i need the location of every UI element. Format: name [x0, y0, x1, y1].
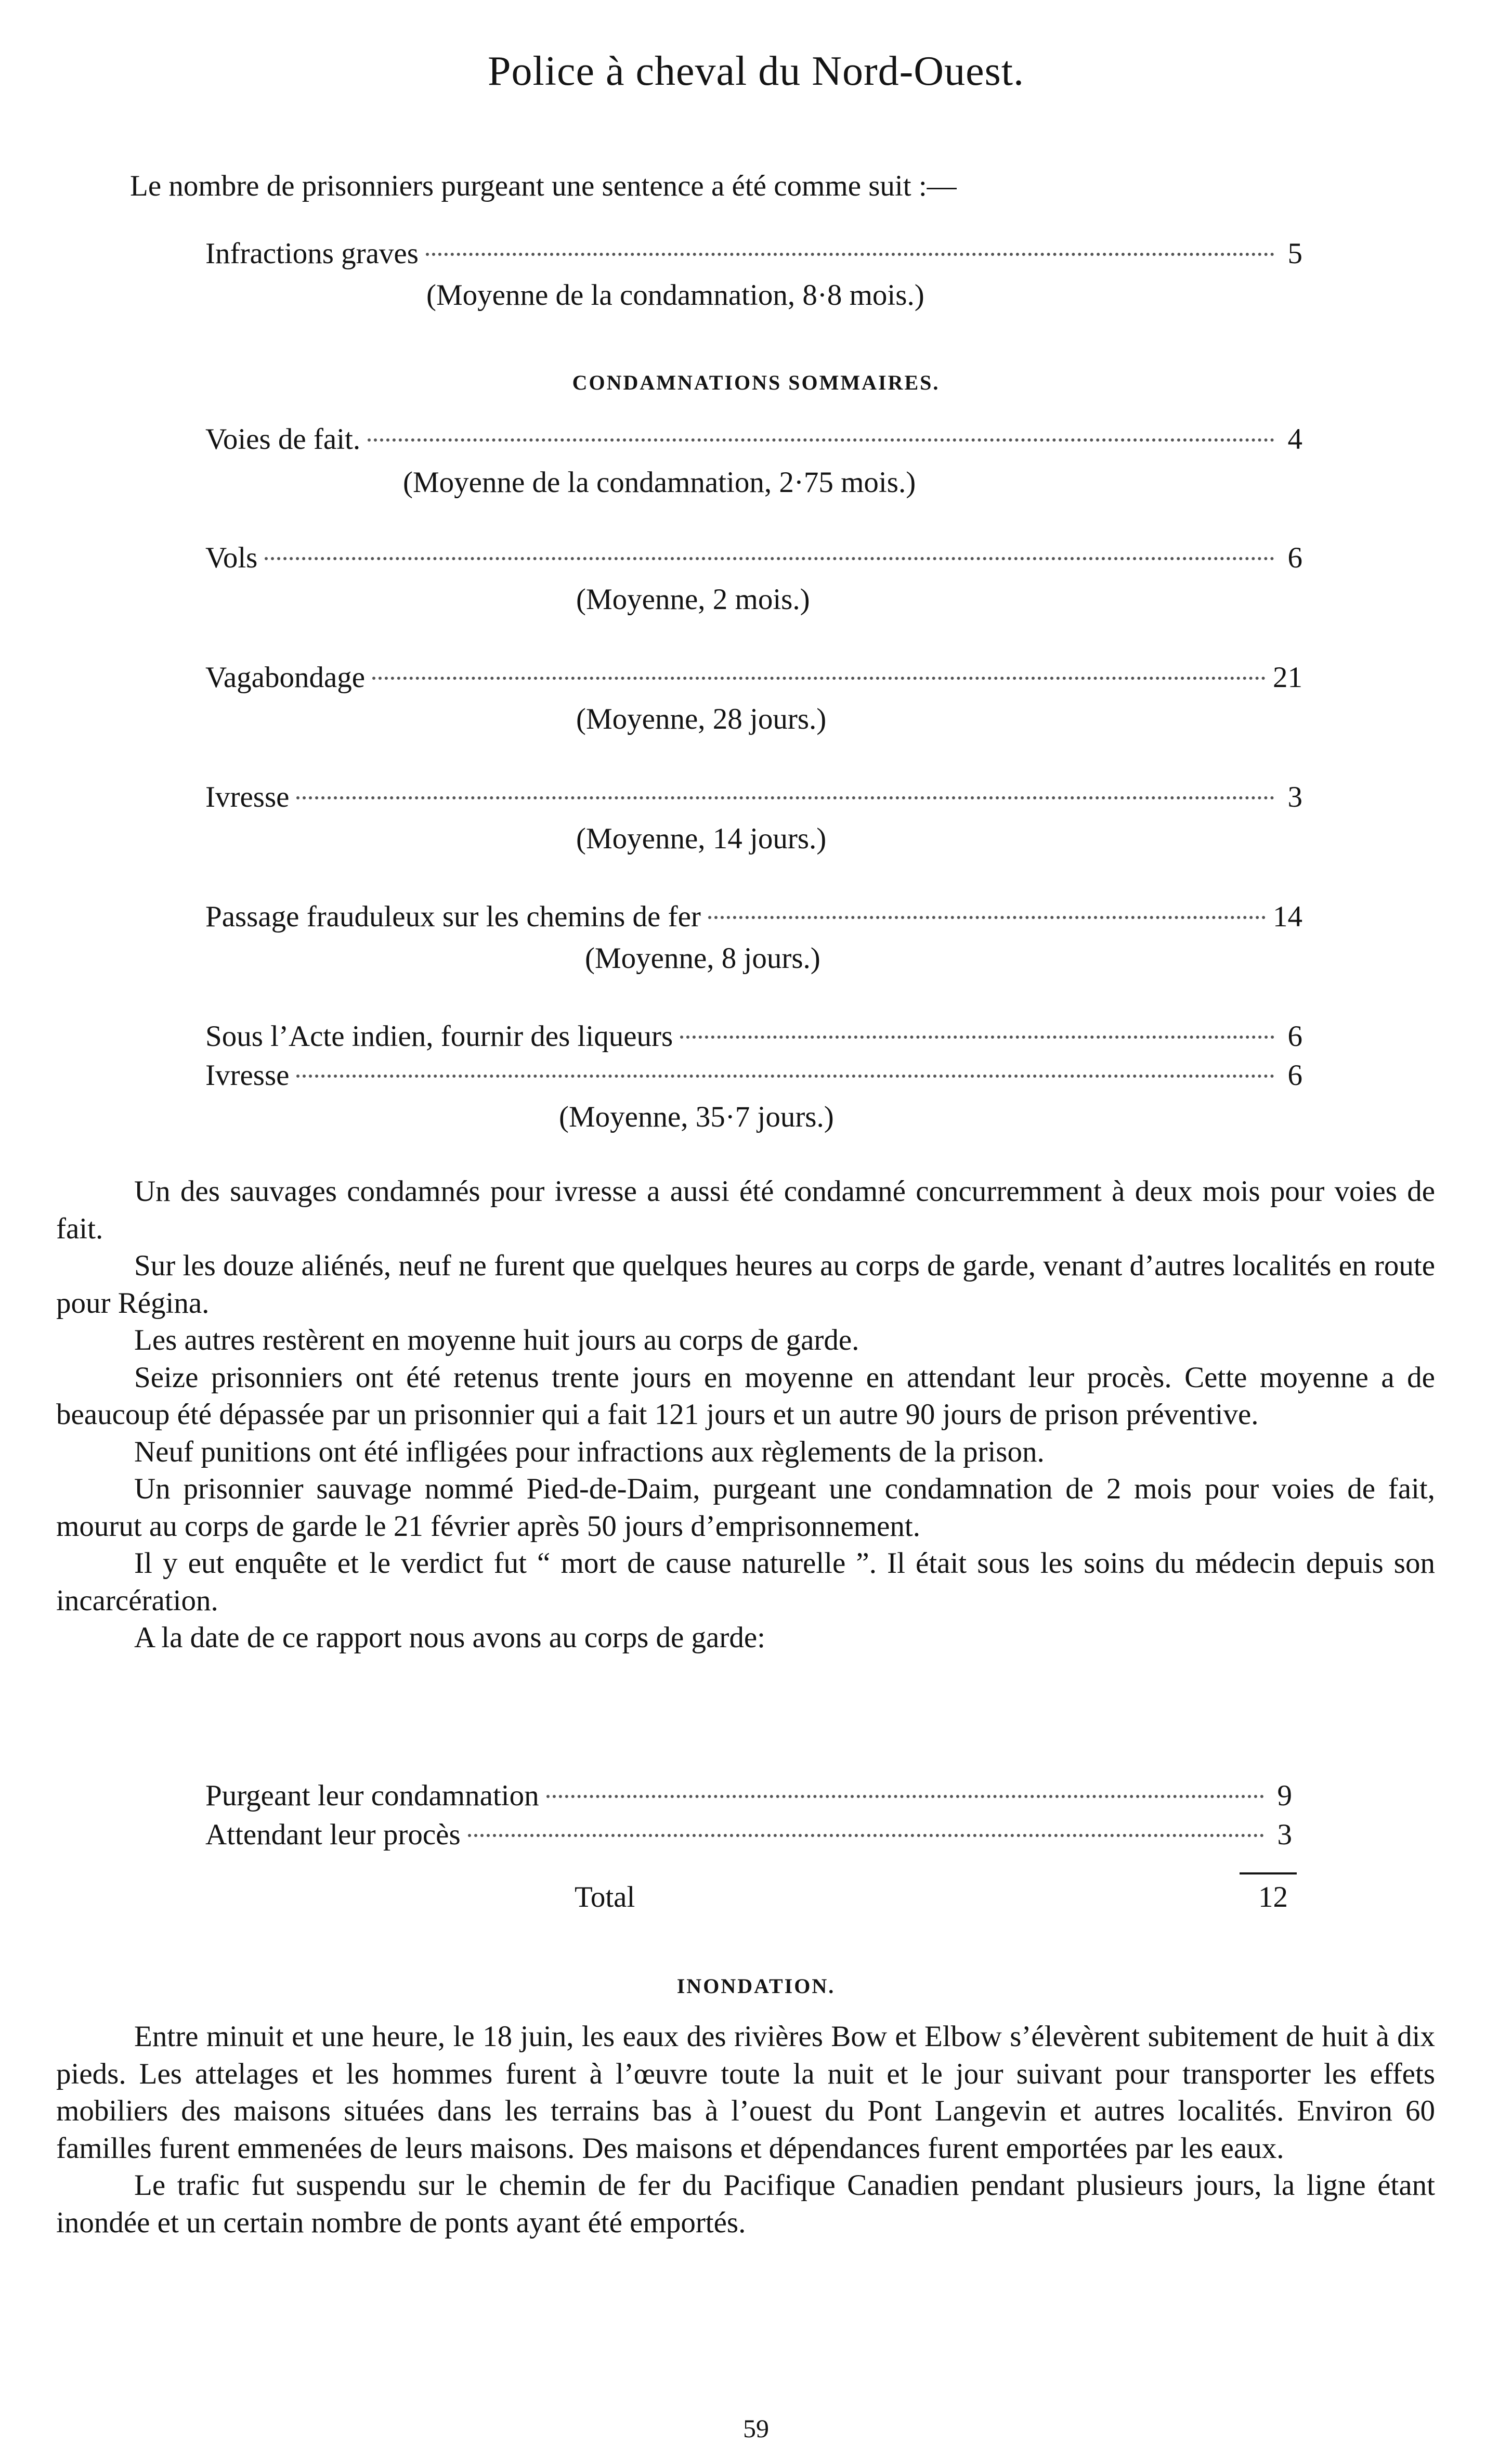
entry-label: Vols: [205, 541, 258, 574]
entry-serious: [205, 237, 1302, 270]
entry-summary-3: [205, 780, 1302, 814]
section-heading-summary: CONDAMNATIONS SOMMAIRES.: [572, 371, 940, 394]
leader-dots: [708, 916, 1266, 919]
entry-count: 6: [1287, 1020, 1302, 1053]
entry-indian-0: [205, 1019, 1302, 1053]
entry-label: Attendant leur procès: [205, 1818, 461, 1851]
flood-text: [56, 2018, 1435, 2241]
leader-dots: [546, 1795, 1264, 1798]
entry-note: (Moyenne de la condamnation, 2·75 mois.): [403, 466, 916, 499]
leader-dots: [265, 557, 1274, 560]
page-title: Police à cheval du Nord-Ouest.: [488, 48, 1024, 94]
entry-label: Sous l’Acte indien, fournir des liqueurs: [205, 1020, 673, 1053]
leader-dots: [426, 253, 1274, 256]
leader-dots: [680, 1036, 1274, 1039]
entry-count: 14: [1273, 900, 1302, 933]
entry-count: 6: [1287, 541, 1302, 574]
paragraph: Le trafic fut suspendu sur le chemin de fer du Pacifique Canadien pendant plusieurs jours, la ligne étant inondée et un certain nombre de ponts ayant été emportés.: [56, 2169, 1435, 2239]
paragraph: A la date de ce rapport nous avons au corps de garde:: [134, 1621, 765, 1654]
total-label: Total: [575, 1881, 635, 1913]
entry-summary-0: [205, 422, 1302, 456]
entry-count: 3: [1287, 781, 1302, 813]
paragraph: Les autres restèrent en moyenne huit jours au corps de garde.: [134, 1324, 859, 1356]
page-number: 59: [743, 2414, 769, 2443]
entry-label: Purgeant leur condamnation: [205, 1779, 539, 1812]
leader-dots: [368, 438, 1274, 442]
paragraph: Sur les douze aliénés, neuf ne furent que quelques heures au corps de garde, venant d’autres localités en route pour Régina.: [56, 1249, 1435, 1320]
entry-note: (Moyenne, 35·7 jours.): [559, 1101, 834, 1133]
entry-count: 3: [1277, 1818, 1292, 1851]
entry-note: (Moyenne, 2 mois.): [576, 583, 810, 616]
leader-dots: [296, 1075, 1274, 1078]
entry-note: (Moyenne, 14 jours.): [576, 822, 827, 855]
entry-label: Voies de fait.: [205, 423, 361, 456]
entry-custody-0: [205, 1779, 1292, 1813]
sum-rule: [1240, 1872, 1297, 1874]
entry-count: 5: [1287, 237, 1302, 270]
intro-text: Le nombre de prisonniers purgeant une sentence a été comme suit :—: [130, 170, 957, 202]
entry-label: Vagabondage: [205, 661, 366, 694]
paragraph: Un prisonnier sauvage nommé Pied-de-Daim, purgeant une condamnation de 2 mois pour voies de fait, mourut au corps de garde le 21 février après 50 jours d’emprisonnement.: [56, 1472, 1435, 1543]
entry-indian-1: [205, 1058, 1302, 1092]
entry-summary-1: [205, 541, 1302, 575]
leader-dots: [468, 1834, 1264, 1837]
entry-label: Infractions graves: [205, 237, 419, 270]
paragraph: Un des sauvages condamnés pour ivresse a aussi été condamné concurremment à deux mois pour voies de fait.: [56, 1175, 1435, 1245]
entry-note: (Moyenne de la condamnation, 8·8 mois.): [426, 279, 924, 312]
entry-count: 21: [1273, 661, 1302, 694]
entry-note: (Moyenne, 8 jours.): [585, 942, 820, 975]
entry-custody-1: [205, 1818, 1292, 1852]
entry-summary-4: [205, 900, 1302, 934]
section-heading-flood: INONDATION.: [676, 1974, 836, 1998]
entry-count: 4: [1287, 423, 1302, 456]
entry-label: Ivresse: [205, 1059, 290, 1092]
paragraph: Seize prisonniers ont été retenus trente jours en moyenne en attendant leur procès. Cette moyenne a de beaucoup été dépassée par un prisonnier qui a fait 121 jours et un autre 90 jours de prison préventive.: [56, 1361, 1435, 1431]
leader-dots: [296, 796, 1274, 799]
total-count: 12: [1258, 1881, 1288, 1913]
paragraph: Il y eut enquête et le verdict fut “ mort de cause naturelle ”. Il était sous les soins du médecin depuis son incarcération.: [56, 1547, 1435, 1617]
entry-count: 9: [1277, 1779, 1292, 1812]
paragraph: Entre minuit et une heure, le 18 juin, les eaux des rivières Bow et Elbow s’élevèrent subitement de huit à dix pieds. Les attelages et les hommes furent à l’œuvre toute la nuit et le jour suivant pour transporter les effets mobiliers des maisons situées dans les terrains bas à l’ouest du Pont Langevin et autres localités. Environ 60 familles furent emmenées de leurs maisons. Des maisons et dépendances furent emportées par les eaux.: [56, 2020, 1435, 2165]
entry-label: Ivresse: [205, 781, 290, 813]
entry-count: 6: [1287, 1059, 1302, 1092]
body-text: [56, 1173, 1435, 1657]
entry-note: (Moyenne, 28 jours.): [576, 703, 827, 735]
paragraph: Neuf punitions ont été infligées pour infractions aux règlements de la prison.: [134, 1435, 1045, 1468]
entry-summary-2: [205, 661, 1302, 694]
entry-label: Passage frauduleux sur les chemins de fer: [205, 900, 701, 933]
leader-dots: [372, 677, 1266, 680]
